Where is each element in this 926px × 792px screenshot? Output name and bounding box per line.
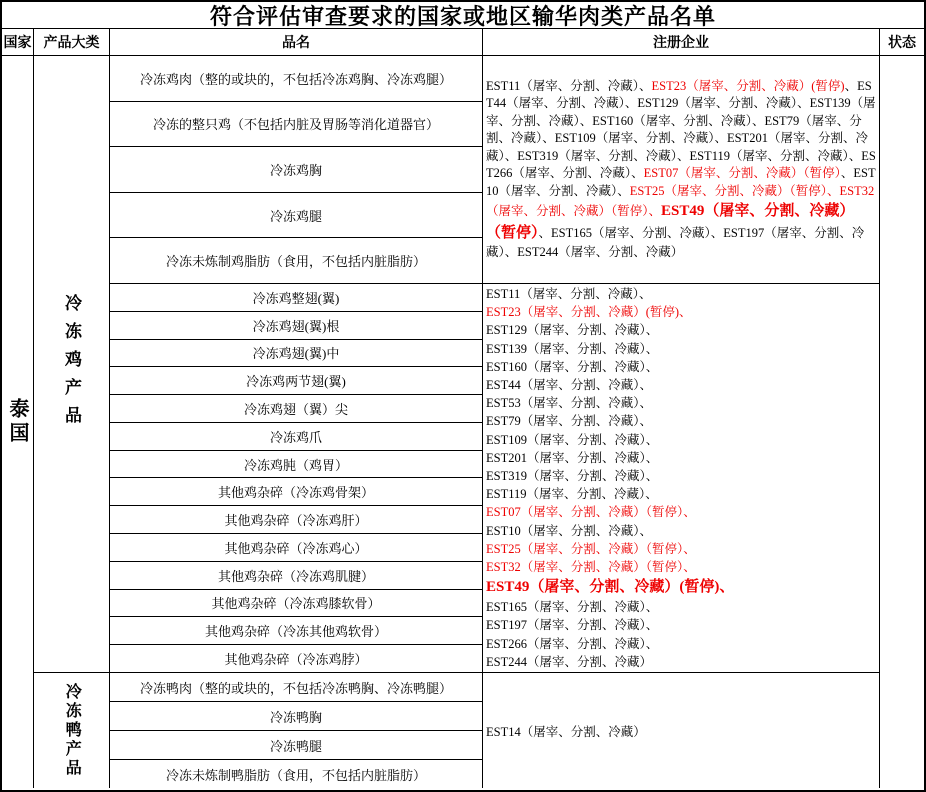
table-row: 冷冻鸡胸 bbox=[110, 147, 482, 193]
table-row: 冷冻鸭肉（整的或块的，不包括冷冻鸭胸、冷冻鸭腿） bbox=[110, 673, 482, 702]
table-row: 冷冻鸡两节翅(翼) bbox=[110, 367, 482, 395]
table-row: 冷冻鸡肫（鸡胃） bbox=[110, 451, 482, 479]
enterprise-entry: EST201（屠宰、分割、冷藏）、 bbox=[486, 450, 659, 465]
enterprises-cell-chicken-group2 bbox=[483, 284, 879, 673]
status-cell-empty bbox=[880, 56, 924, 788]
enterprise-entry: EST44（屠宰、分割、冷藏）、 bbox=[486, 377, 652, 392]
table-row: 冷冻鸡整翅(翼) bbox=[110, 284, 482, 312]
table-row: 冷冻鸡翅（翼）尖 bbox=[110, 395, 482, 423]
table-row: 其他鸡杂碎（冷冻鸡脖） bbox=[110, 645, 482, 673]
table-row: 冷冻鸭腿 bbox=[110, 731, 482, 760]
enterprise-entry: 、EST165（屠宰、分割、冷藏）、EST197（屠宰、分割、冷藏）、EST244（屠宰、分割、冷藏） bbox=[486, 226, 865, 259]
enterprise-entry: EST266（屠宰、分割、冷藏）、 bbox=[486, 636, 659, 651]
enterprise-entry: EST79（屠宰、分割、冷藏）、 bbox=[486, 414, 652, 429]
enterprises-paragraph bbox=[486, 722, 876, 740]
table-row: 冷冻鸡腿 bbox=[110, 193, 482, 239]
enterprise-entry: EST160（屠宰、分割、冷藏）、 bbox=[486, 359, 659, 374]
enterprise-entry: EST11（屠宰、分割、冷藏）、 bbox=[486, 78, 652, 93]
enterprise-entry: EST129（屠宰、分割、冷藏）、 bbox=[486, 323, 659, 338]
enterprise-entry: EST49（屠宰、分割、冷藏）（暂停） bbox=[486, 203, 855, 241]
table-row: 其他鸡杂碎（冷冻鸡骨架） bbox=[110, 478, 482, 506]
enterprise-entry: EST07（屠宰、分割、冷藏）（暂停）、 bbox=[486, 505, 696, 520]
enterprise-entry: EST07（屠宰、分割、冷藏）（暂停） bbox=[643, 166, 841, 180]
enterprises-paragraph bbox=[486, 78, 876, 262]
chicken-product-rows-group2 bbox=[110, 284, 482, 673]
enterprise-entry: 、EST10（屠宰、分割、冷藏）、 bbox=[486, 166, 876, 198]
product-name-column bbox=[110, 56, 483, 788]
enterprises-column bbox=[483, 56, 880, 788]
enterprise-entry: 、EST44（屠宰、分割、冷藏）、EST129（屠宰、分割、冷藏）、EST139（屠宰、分割、冷藏）、EST160（屠宰、分割、冷藏）、EST79（屠宰、分割、冷藏）、EST109（屠宰、分割、冷藏）、EST201（屠宰、分割、冷藏）、EST319（屠宰、分割、冷藏）、EST119（屠宰、分割、冷藏）、EST266（屠宰、分割、冷藏）、 bbox=[486, 78, 876, 180]
country-cell-thailand bbox=[2, 56, 33, 788]
enterprise-entry: EST165（屠宰、分割、冷藏）、 bbox=[486, 600, 659, 615]
table-row: 冷冻的整只鸡（不包括内脏及胃肠等消化道器官） bbox=[110, 102, 482, 148]
status-column bbox=[880, 56, 924, 788]
header-country: 国家 bbox=[2, 29, 34, 55]
table-row: 冷冻鸡翅(翼)中 bbox=[110, 340, 482, 368]
enterprise-entry: EST23（屠宰、分割、冷藏）(暂停)、 bbox=[486, 305, 692, 320]
table-row: 其他鸡杂碎（冷冻鸡肌腱） bbox=[110, 562, 482, 590]
category-cell-frozen-duck bbox=[34, 673, 109, 788]
enterprise-entry: EST49（屠宰、分割、冷藏）(暂停)、 bbox=[486, 579, 735, 596]
table-row: 冷冻未炼制鸡脂肪（食用，不包括内脏脂肪） bbox=[110, 238, 482, 284]
country-column bbox=[2, 56, 34, 788]
category-label-chicken: 冷冻鸡产品 bbox=[62, 294, 81, 434]
enterprise-entry: EST119（屠宰、分割、冷藏）、 bbox=[486, 487, 658, 502]
header-status: 状态 bbox=[888, 36, 916, 51]
enterprise-entry: EST197（屠宰、分割、冷藏）、 bbox=[486, 618, 659, 633]
enterprise-entry: EST244（屠宰、分割、冷藏） bbox=[486, 654, 652, 669]
header-registered-enterprises: 注册企业 bbox=[483, 29, 880, 55]
enterprise-entry: EST139（屠宰、分割、冷藏）、 bbox=[486, 341, 659, 356]
duck-product-rows bbox=[110, 673, 482, 788]
table-row: 冷冻鸡翅(翼)根 bbox=[110, 312, 482, 340]
country-label: 泰国 bbox=[6, 398, 28, 446]
enterprise-entry: EST23（屠宰、分割、冷藏）(暂停) bbox=[651, 78, 845, 93]
table-row: 其他鸡杂碎（冷冻其他鸡软骨） bbox=[110, 617, 482, 645]
table-row: 冷冻鸡肉（整的或块的，不包括冷冻鸡胸、冷冻鸡腿） bbox=[110, 56, 482, 102]
enterprises-cell-duck bbox=[483, 673, 879, 788]
enterprise-entry: EST25（屠宰、分割、冷藏）（暂停）、 bbox=[486, 541, 696, 556]
enterprise-entry: EST10（屠宰、分割、冷藏）、 bbox=[486, 523, 652, 538]
table-row: 冷冻鸡爪 bbox=[110, 423, 482, 451]
enterprise-entry: EST25（屠宰、分割、冷藏）（暂停）、EST32（屠宰、分割、冷藏）（暂停）、 bbox=[486, 183, 875, 218]
table-row: 冷冻未炼制鸭脂肪（食用，不包括内脏脂肪） bbox=[165, 767, 426, 783]
header-product-name: 品名 bbox=[110, 29, 483, 55]
chicken-product-rows-group1 bbox=[110, 56, 482, 284]
enterprise-entry: EST32（屠宰、分割、冷藏）（暂停）、 bbox=[486, 560, 696, 575]
table-row: 其他鸡杂碎（冷冻鸡膝软骨） bbox=[110, 590, 482, 618]
enterprise-entry: EST319（屠宰、分割、冷藏）、 bbox=[486, 469, 659, 483]
category-label-duck: 冷冻鸭产品 bbox=[63, 683, 81, 778]
enterprise-entry: EST53（屠宰、分割、冷藏）、 bbox=[486, 396, 652, 411]
table-header-row bbox=[2, 29, 924, 56]
enterprise-entry: EST14（屠宰、分割、冷藏） bbox=[486, 724, 646, 739]
page-title: 符合评估审查要求的国家或地区输华肉类产品名单 bbox=[2, 2, 924, 29]
table-row: 其他鸡杂碎（冷冻鸡心） bbox=[110, 534, 482, 562]
enterprise-entry: EST11（屠宰、分割、冷藏）、 bbox=[486, 286, 652, 301]
enterprise-entry: EST109（屠宰、分割、冷藏）、 bbox=[486, 432, 659, 447]
table-row: 其他鸡杂碎（冷冻鸡肝） bbox=[110, 506, 482, 534]
category-column bbox=[34, 56, 110, 788]
header-category: 产品大类 bbox=[34, 29, 110, 55]
table-row: 冷冻鸭胸 bbox=[110, 702, 482, 731]
category-cell-frozen-chicken bbox=[34, 56, 109, 673]
table-body bbox=[2, 56, 924, 788]
enterprises-cell-chicken-group1 bbox=[483, 56, 879, 284]
